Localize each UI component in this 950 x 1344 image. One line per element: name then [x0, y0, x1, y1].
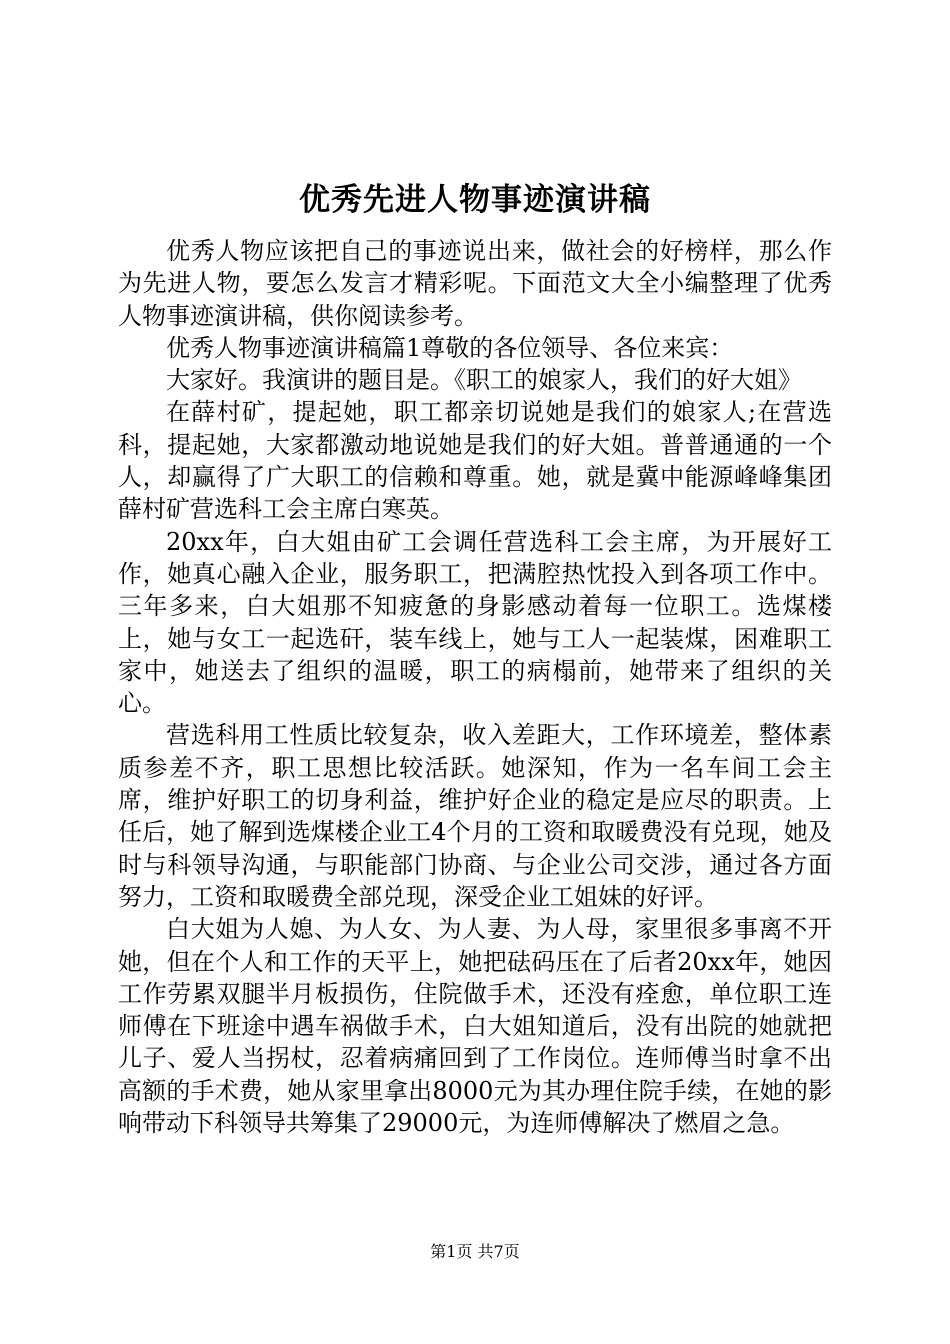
- paragraph-introduction-of-subject: 在薛村矿，提起她，职工都亲切说她是我们的娘家人;在营选科，提起她，大家都激动地说她是我们的好大姐。普普通通的一个人，却赢得了广大职工的信赖和尊重。她，就是冀中能源峰峰集团薛村矿营选科工会主席白寒英。: [118, 398, 832, 524]
- paragraph-intro: 优秀人物应该把自己的事迹说出来，做社会的好榜样，那么作为先进人物，要怎么发言才精彩呢。下面范文大全小编整理了优秀人物事迹演讲稿，供你阅读参考。: [118, 237, 832, 330]
- document-body: [118, 235, 832, 1139]
- page-indicator: 第1页 共7页: [430, 1242, 520, 1261]
- document-title: 优秀先进人物事迹演讲稿: [299, 182, 651, 218]
- paragraph-work-dedication: 20xx年，白大姐由矿工会调任营选科工会主席，为开展好工作，她真心融入企业，服务职工，把满腔热忱投入到各项工作中。三年多来，白大姐那不知疲惫的身影感动着每一位职工。选煤楼上，她与女工一起选矸，装车线上，她与工人一起装煤，困难职工家中，她送去了组织的温暖，职工的病榻前，她带来了组织的关心。: [118, 527, 832, 718]
- paragraph-topic: 大家好。我演讲的题目是。《职工的娘家人，我们的好大姐》: [166, 366, 802, 395]
- paragraph-personal-sacrifice: 白大姐为人媳、为人女、为人妻、为人母，家里很多事离不开她，但在个人和工作的天平上，她把砝码压在了后者20xx年，她因工作劳累双腿半月板损伤，住院做手术，还没有痊愈，单位职工连师傅在下班途中遇车祸做手术，白大姐知道后，没有出院的她就把儿子、爱人当拐杖，忍着病痛回到了工作岗位。连师傅当时拿不出高额的手术费，她从家里拿出8000元为其办理住院手续，在她的影响带动下科领导共筹集了29000元，为连师傅解决了燃眉之急。: [118, 915, 832, 1138]
- paragraph-worker-rights: 营选科用工性质比较复杂，收入差距大，工作环境差，整体素质参差不齐，职工思想比较活跃。她深知，作为一名车间工会主席，维护好职工的切身利益，维护好企业的稳定是应尽的职责。上任后，她了解到选煤楼企业工4个月的工资和取暖费没有兑现，她及时与科领导沟通，与职能部门协商、与企业公司交涉，通过各方面努力，工资和取暖费全部兑现，深受企业工姐妹的好评。: [118, 721, 832, 911]
- paragraph-greeting: 优秀人物事迹演讲稿篇1尊敬的各位领导、各位来宾：: [166, 333, 734, 362]
